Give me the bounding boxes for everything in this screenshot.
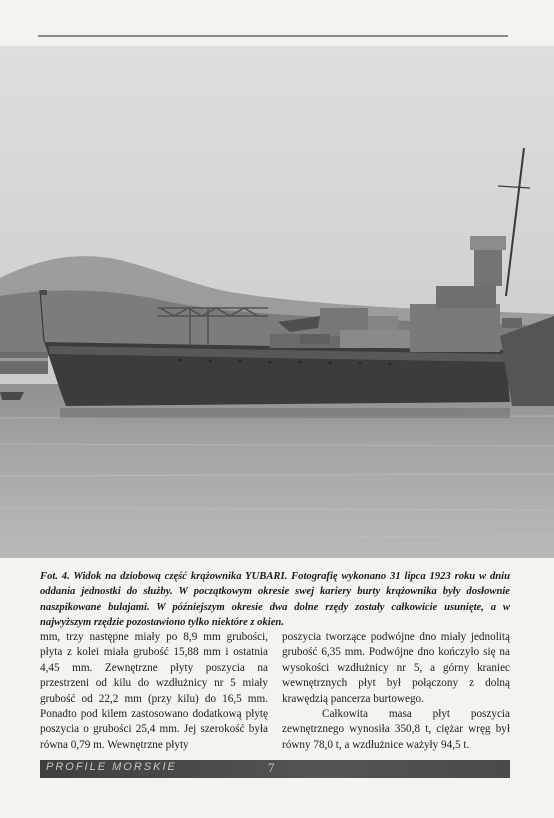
top-rule <box>38 35 508 37</box>
page-number: 7 <box>268 760 275 775</box>
body-paragraph: poszycia tworzące podwójne dno miały jednolitą grubość 6,35 mm. Podwójne dno kończyło się na wysokości wzdłużnicy nr 5, a górny kraniec wewnętrznych płyt był połączony z dolną krawędzią pancerza burtowego. <box>282 631 510 705</box>
publication-title: PROFILE MORSKIE <box>46 761 177 773</box>
body-text-left-column: mm, trzy następne miały po 8,9 mm grubości, płyta z kolei miała grubość 15,88 mm i ostatnia 4,45 mm. Zewnętrzne płyty poszycia na przestrzeni od kilu do wzdłużnicy nr 5 miały grubość od 22,2 mm (przy kilu) do 16,5 mm. Ponadto pod kilem zastosowano dodatkową płytę poszycia o grubości 25,4 mm. Jej szerokość była równa 0,79 m. Wewnętrzne płyty <box>40 631 268 751</box>
body-text-right-column <box>282 630 510 753</box>
footer-bar <box>40 760 510 778</box>
photo-caption: Fot. 4. Widok na dziobową część krążownika YUBARI. Fotografię wykonano 31 lipca 1923 roku w dniu oddania jednostki do służby. W początkowym okresie swej kariery burty krążownika były dosłownie naszpikowane bulajami. W późniejszym okresie dwa dolne rzędy zostały całkowicie usunięte, a w najwyższym rzędzie pozostawiono tylko niektóre z okien. <box>40 571 510 629</box>
body-paragraph: Całkowita masa płyt poszycia zewnętrznego wynosiła 350,8 t, ciężar wręg był równy 78,0 t, a wzdłużnice ważyły 94,5 t. <box>282 708 510 751</box>
ship-photograph <box>0 46 554 558</box>
